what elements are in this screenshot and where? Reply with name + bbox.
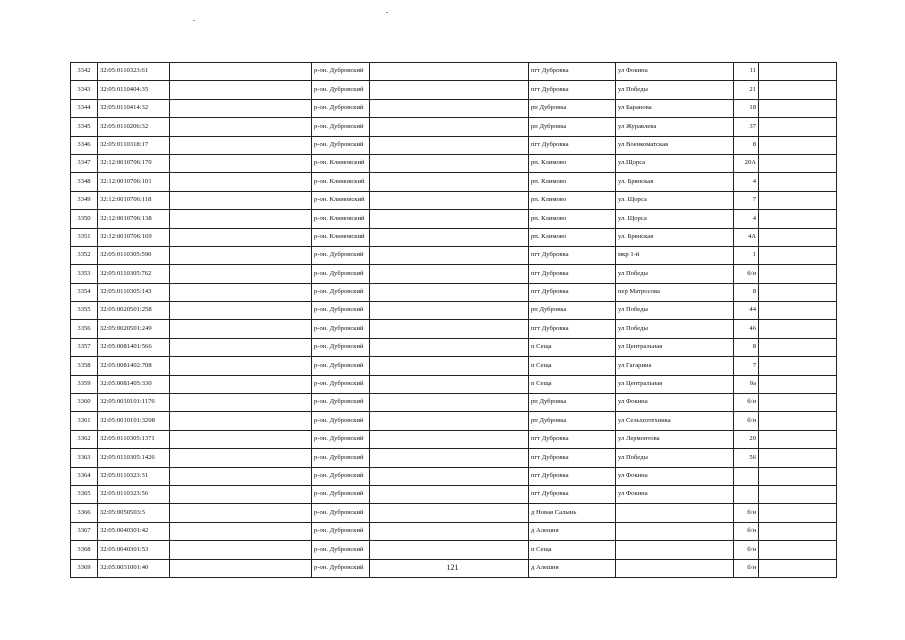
house-number-cell: 7 [734, 357, 759, 375]
settlement-cell: рп. Климово [529, 191, 616, 209]
district-cell: р-он. Дубровский [312, 357, 370, 375]
empty-cell [759, 375, 837, 393]
house-number-cell [734, 467, 759, 485]
settlement-cell: рп Дубровка [529, 412, 616, 430]
district-cell: р-он. Дубровский [312, 118, 370, 136]
house-number-cell: 21 [734, 81, 759, 99]
row-number-cell: 3362 [71, 430, 98, 448]
empty-cell [170, 136, 312, 154]
row-number-cell: 3365 [71, 485, 98, 503]
district-cell: р-он. Климовский [312, 210, 370, 228]
street-cell: ул Фокина [616, 394, 734, 412]
street-cell: ул. Щорса [616, 191, 734, 209]
cadastral-number-cell: 32:05:0010101:3208 [98, 412, 170, 430]
empty-cell [370, 302, 529, 320]
cadastral-number-cell: 32:05:0110323:61 [98, 63, 170, 81]
empty-cell [759, 430, 837, 448]
table-row [71, 504, 837, 522]
empty-cell [170, 210, 312, 228]
house-number-cell: 20 [734, 430, 759, 448]
empty-cell [370, 357, 529, 375]
row-number-cell: 3359 [71, 375, 98, 393]
row-number-cell: 3356 [71, 320, 98, 338]
empty-cell [170, 118, 312, 136]
settlement-cell: д Алешня [529, 522, 616, 540]
row-number-cell: 3369 [71, 559, 98, 577]
cadastral-number-cell: 32:05:0110318:17 [98, 136, 170, 154]
empty-cell [759, 320, 837, 338]
street-cell: ул Лермонтова [616, 430, 734, 448]
house-number-cell [734, 485, 759, 503]
district-cell: р-он. Дубровский [312, 246, 370, 264]
house-number-cell: 11 [734, 63, 759, 81]
house-number-cell: б/н [734, 504, 759, 522]
empty-cell [759, 467, 837, 485]
empty-cell [370, 522, 529, 540]
empty-cell [170, 99, 312, 117]
empty-cell [370, 449, 529, 467]
house-number-cell: 8 [734, 338, 759, 356]
cadastral-number-cell: 32:05:0110206:32 [98, 118, 170, 136]
row-number-cell: 3354 [71, 283, 98, 301]
table-row [71, 412, 837, 430]
house-number-cell: 4 [734, 210, 759, 228]
district-cell: р-он. Дубровский [312, 430, 370, 448]
table-row [71, 449, 837, 467]
empty-cell [370, 338, 529, 356]
settlement-cell: рп Дубровка [529, 302, 616, 320]
empty-cell [370, 81, 529, 99]
settlement-cell: д Новая Салынь [529, 504, 616, 522]
empty-cell [170, 485, 312, 503]
settlement-cell: пгт Дубровка [529, 449, 616, 467]
empty-cell [170, 449, 312, 467]
registry-table-body [71, 63, 837, 578]
table-row [71, 173, 837, 191]
table-row [71, 228, 837, 246]
street-cell: ул Фокина [616, 467, 734, 485]
cadastral-number-cell: 32:05:0040301:42 [98, 522, 170, 540]
table-row [71, 302, 837, 320]
empty-cell [170, 265, 312, 283]
house-number-cell: б/н [734, 265, 759, 283]
district-cell: р-он. Дубровский [312, 504, 370, 522]
street-cell: ул Гагарина [616, 357, 734, 375]
empty-cell [170, 504, 312, 522]
house-number-cell: 4А [734, 228, 759, 246]
settlement-cell: п Сеща [529, 338, 616, 356]
cadastral-number-cell: 32:05:0031001:40 [98, 559, 170, 577]
house-number-cell: б/н [734, 541, 759, 559]
table-row [71, 99, 837, 117]
table-row [71, 118, 837, 136]
street-cell: пер Матросова [616, 283, 734, 301]
row-number-cell: 3344 [71, 99, 98, 117]
empty-cell [370, 467, 529, 485]
cadastral-number-cell: 32:05:0081401:566 [98, 338, 170, 356]
row-number-cell: 3367 [71, 522, 98, 540]
empty-cell [170, 522, 312, 540]
row-number-cell: 3368 [71, 541, 98, 559]
row-number-cell: 3348 [71, 173, 98, 191]
row-number-cell: 3346 [71, 136, 98, 154]
row-number-cell: 3343 [71, 81, 98, 99]
empty-cell [370, 430, 529, 448]
empty-cell [759, 283, 837, 301]
row-number-cell: 3361 [71, 412, 98, 430]
district-cell: р-он. Дубровский [312, 63, 370, 81]
empty-cell [370, 99, 529, 117]
empty-cell [370, 246, 529, 264]
empty-cell [759, 357, 837, 375]
house-number-cell: 8 [734, 283, 759, 301]
row-number-cell: 3360 [71, 394, 98, 412]
row-number-cell: 3366 [71, 504, 98, 522]
district-cell: р-он. Дубровский [312, 394, 370, 412]
street-cell: ул Победы [616, 449, 734, 467]
district-cell: р-он. Дубровский [312, 522, 370, 540]
empty-cell [759, 154, 837, 172]
table-row [71, 467, 837, 485]
empty-cell [759, 302, 837, 320]
district-cell: р-он. Дубровский [312, 302, 370, 320]
empty-cell [370, 118, 529, 136]
table-row [71, 154, 837, 172]
empty-cell [759, 99, 837, 117]
cadastral-number-cell: 32:12:0010706:138 [98, 210, 170, 228]
street-cell: ул Центральная [616, 375, 734, 393]
district-cell: р-он. Дубровский [312, 449, 370, 467]
house-number-cell: 4 [734, 173, 759, 191]
district-cell: р-он. Климовский [312, 228, 370, 246]
house-number-cell: 7 [734, 191, 759, 209]
house-number-cell: 8 [734, 136, 759, 154]
table-row [71, 522, 837, 540]
empty-cell [759, 63, 837, 81]
empty-cell [170, 246, 312, 264]
district-cell: р-он. Дубровский [312, 375, 370, 393]
district-cell: р-он. Дубровский [312, 541, 370, 559]
scan-speck [193, 20, 195, 21]
settlement-cell: п Сеща [529, 541, 616, 559]
settlement-cell: пгт Дубровка [529, 467, 616, 485]
table-row [71, 430, 837, 448]
street-cell: ул.Щорса [616, 154, 734, 172]
street-cell: ул. Щорса [616, 210, 734, 228]
house-number-cell: 18 [734, 99, 759, 117]
empty-cell [370, 136, 529, 154]
street-cell: ул Баранова [616, 99, 734, 117]
empty-cell [170, 320, 312, 338]
street-cell [616, 541, 734, 559]
settlement-cell: пгт Дубровка [529, 320, 616, 338]
empty-cell [759, 485, 837, 503]
house-number-cell: 1 [734, 246, 759, 264]
district-cell: р-он. Дубровский [312, 283, 370, 301]
district-cell: р-он. Дубровский [312, 485, 370, 503]
table-row [71, 394, 837, 412]
house-number-cell: 20А [734, 154, 759, 172]
settlement-cell: рп. Климово [529, 173, 616, 191]
house-number-cell: б/н [734, 412, 759, 430]
empty-cell [170, 430, 312, 448]
empty-cell [170, 154, 312, 172]
settlement-cell: пгт Дубровка [529, 430, 616, 448]
street-cell: ул Фокина [616, 63, 734, 81]
settlement-cell: рп Дубровка [529, 99, 616, 117]
street-cell: ул Сельхозтехника [616, 412, 734, 430]
street-cell: ул Победы [616, 302, 734, 320]
house-number-cell: 37 [734, 118, 759, 136]
settlement-cell: рп. Климово [529, 210, 616, 228]
street-cell: мкр 1-й [616, 246, 734, 264]
table-row [71, 265, 837, 283]
street-cell: ул. Брянская [616, 173, 734, 191]
empty-cell [370, 504, 529, 522]
empty-cell [759, 118, 837, 136]
cadastral-number-cell: 32:12:0010706:101 [98, 173, 170, 191]
cadastral-number-cell: 32:05:0110323:31 [98, 467, 170, 485]
table-row [71, 485, 837, 503]
cadastral-number-cell: 32:05:0110305:762 [98, 265, 170, 283]
empty-cell [759, 265, 837, 283]
cadastral-number-cell: 32:12:0010706:169 [98, 228, 170, 246]
cadastral-number-cell: 32:05:0110414:32 [98, 99, 170, 117]
empty-cell [759, 449, 837, 467]
settlement-cell: пгт Дубровка [529, 283, 616, 301]
empty-cell [370, 283, 529, 301]
district-cell: р-он. Дубровский [312, 265, 370, 283]
empty-cell [170, 63, 312, 81]
house-number-cell: 56 [734, 449, 759, 467]
street-cell: ул Военкоматская [616, 136, 734, 154]
empty-cell [370, 541, 529, 559]
empty-cell [170, 467, 312, 485]
street-cell: ул Центральная [616, 338, 734, 356]
settlement-cell: пгт Дубровка [529, 81, 616, 99]
empty-cell [170, 283, 312, 301]
cadastral-number-cell: 32:05:0040301:53 [98, 541, 170, 559]
house-number-cell: б/н [734, 394, 759, 412]
cadastral-number-cell: 32:05:0110305:590 [98, 246, 170, 264]
empty-cell [759, 338, 837, 356]
empty-cell [170, 173, 312, 191]
row-number-cell: 3355 [71, 302, 98, 320]
table-row [71, 81, 837, 99]
settlement-cell: д Алешня [529, 559, 616, 577]
empty-cell [370, 265, 529, 283]
cadastral-number-cell: 32:05:0081402:708 [98, 357, 170, 375]
house-number-cell: 9а [734, 375, 759, 393]
empty-cell [370, 394, 529, 412]
house-number-cell: 46 [734, 320, 759, 338]
street-cell: ул Фокина [616, 485, 734, 503]
settlement-cell: п Сеща [529, 375, 616, 393]
district-cell: р-он. Дубровский [312, 412, 370, 430]
empty-cell [170, 228, 312, 246]
empty-cell [170, 191, 312, 209]
empty-cell [759, 210, 837, 228]
table-row [71, 210, 837, 228]
cadastral-number-cell: 32:05:0110404:35 [98, 81, 170, 99]
empty-cell [759, 228, 837, 246]
empty-cell [759, 412, 837, 430]
empty-cell [759, 246, 837, 264]
empty-cell [370, 320, 529, 338]
row-number-cell: 3350 [71, 210, 98, 228]
street-cell: ул Победы [616, 320, 734, 338]
district-cell: р-он. Дубровский [312, 99, 370, 117]
cadastral-number-cell: 32:05:0110323:56 [98, 485, 170, 503]
empty-cell [370, 228, 529, 246]
empty-cell [370, 191, 529, 209]
row-number-cell: 3345 [71, 118, 98, 136]
settlement-cell: рп Дубровка [529, 394, 616, 412]
empty-cell [370, 173, 529, 191]
table-row [71, 541, 837, 559]
empty-cell [370, 210, 529, 228]
table-row [71, 246, 837, 264]
district-cell: р-он. Дубровский [312, 81, 370, 99]
district-cell: р-он. Климовский [312, 154, 370, 172]
cadastral-number-cell: 32:05:0110305:143 [98, 283, 170, 301]
empty-cell [170, 541, 312, 559]
row-number-cell: 3357 [71, 338, 98, 356]
cadastral-number-cell: 32:05:0020501:249 [98, 320, 170, 338]
settlement-cell: пгт Дубровка [529, 63, 616, 81]
row-number-cell: 3352 [71, 246, 98, 264]
row-number-cell: 3353 [71, 265, 98, 283]
settlement-cell: пгт Дубровка [529, 485, 616, 503]
cadastral-number-cell: 32:05:0110305:1371 [98, 430, 170, 448]
table-row [71, 136, 837, 154]
cadastral-number-cell: 32:05:0050503:5 [98, 504, 170, 522]
row-number-cell: 3363 [71, 449, 98, 467]
row-number-cell: 3358 [71, 357, 98, 375]
house-number-cell: 44 [734, 302, 759, 320]
street-cell: ул. Брянская [616, 228, 734, 246]
empty-cell [170, 412, 312, 430]
table-row [71, 375, 837, 393]
district-cell: р-он. Дубровский [312, 338, 370, 356]
settlement-cell: пгт Дубровка [529, 136, 616, 154]
settlement-cell: рп Дубровка [529, 118, 616, 136]
settlement-cell: п Сеща [529, 357, 616, 375]
settlement-cell: пгт Дубровка [529, 265, 616, 283]
district-cell: р-он. Дубровский [312, 320, 370, 338]
settlement-cell: рп. Климово [529, 228, 616, 246]
cadastral-number-cell: 32:05:0081405:330 [98, 375, 170, 393]
empty-cell [170, 81, 312, 99]
cadastral-number-cell: 32:12:0010706:118 [98, 191, 170, 209]
page-number: 121 [446, 563, 459, 572]
empty-cell [170, 357, 312, 375]
street-cell [616, 522, 734, 540]
street-cell: ул Журавлева [616, 118, 734, 136]
empty-cell [759, 522, 837, 540]
district-cell: р-он. Дубровский [312, 136, 370, 154]
house-number-cell: б/н [734, 559, 759, 577]
registry-table [70, 62, 837, 578]
settlement-cell: пгт Дубровка [529, 246, 616, 264]
table-row [71, 191, 837, 209]
empty-cell [759, 541, 837, 559]
table-row [71, 338, 837, 356]
row-number-cell: 3342 [71, 63, 98, 81]
row-number-cell: 3364 [71, 467, 98, 485]
cadastral-number-cell: 32:05:0010101:1176 [98, 394, 170, 412]
row-number-cell: 3347 [71, 154, 98, 172]
settlement-cell: рп. Климово [529, 154, 616, 172]
district-cell: р-он. Дубровский [312, 467, 370, 485]
empty-cell [370, 375, 529, 393]
district-cell: р-он. Климовский [312, 173, 370, 191]
district-cell: р-он. Климовский [312, 191, 370, 209]
table-row [71, 357, 837, 375]
table-row [71, 320, 837, 338]
street-cell [616, 504, 734, 522]
empty-cell [170, 302, 312, 320]
cadastral-number-cell: 32:05:0020501:258 [98, 302, 170, 320]
empty-cell [759, 81, 837, 99]
cadastral-number-cell: 32:05:0110305:1426 [98, 449, 170, 467]
empty-cell [759, 136, 837, 154]
empty-cell [370, 63, 529, 81]
empty-cell [170, 394, 312, 412]
empty-cell [370, 485, 529, 503]
empty-cell [370, 154, 529, 172]
empty-cell [170, 338, 312, 356]
scan-speck [386, 12, 388, 13]
empty-cell [759, 191, 837, 209]
empty-cell [170, 375, 312, 393]
cadastral-number-cell: 32:12:0010706:170 [98, 154, 170, 172]
empty-cell [759, 173, 837, 191]
row-number-cell: 3351 [71, 228, 98, 246]
house-number-cell: б/н [734, 522, 759, 540]
empty-cell [759, 394, 837, 412]
table-row [71, 283, 837, 301]
empty-cell [370, 412, 529, 430]
street-cell: ул Победы [616, 265, 734, 283]
street-cell: ул Победы [616, 81, 734, 99]
row-number-cell: 3349 [71, 191, 98, 209]
district-cell: р-он. Дубровский [312, 559, 370, 577]
empty-cell [759, 504, 837, 522]
table-row [71, 63, 837, 81]
